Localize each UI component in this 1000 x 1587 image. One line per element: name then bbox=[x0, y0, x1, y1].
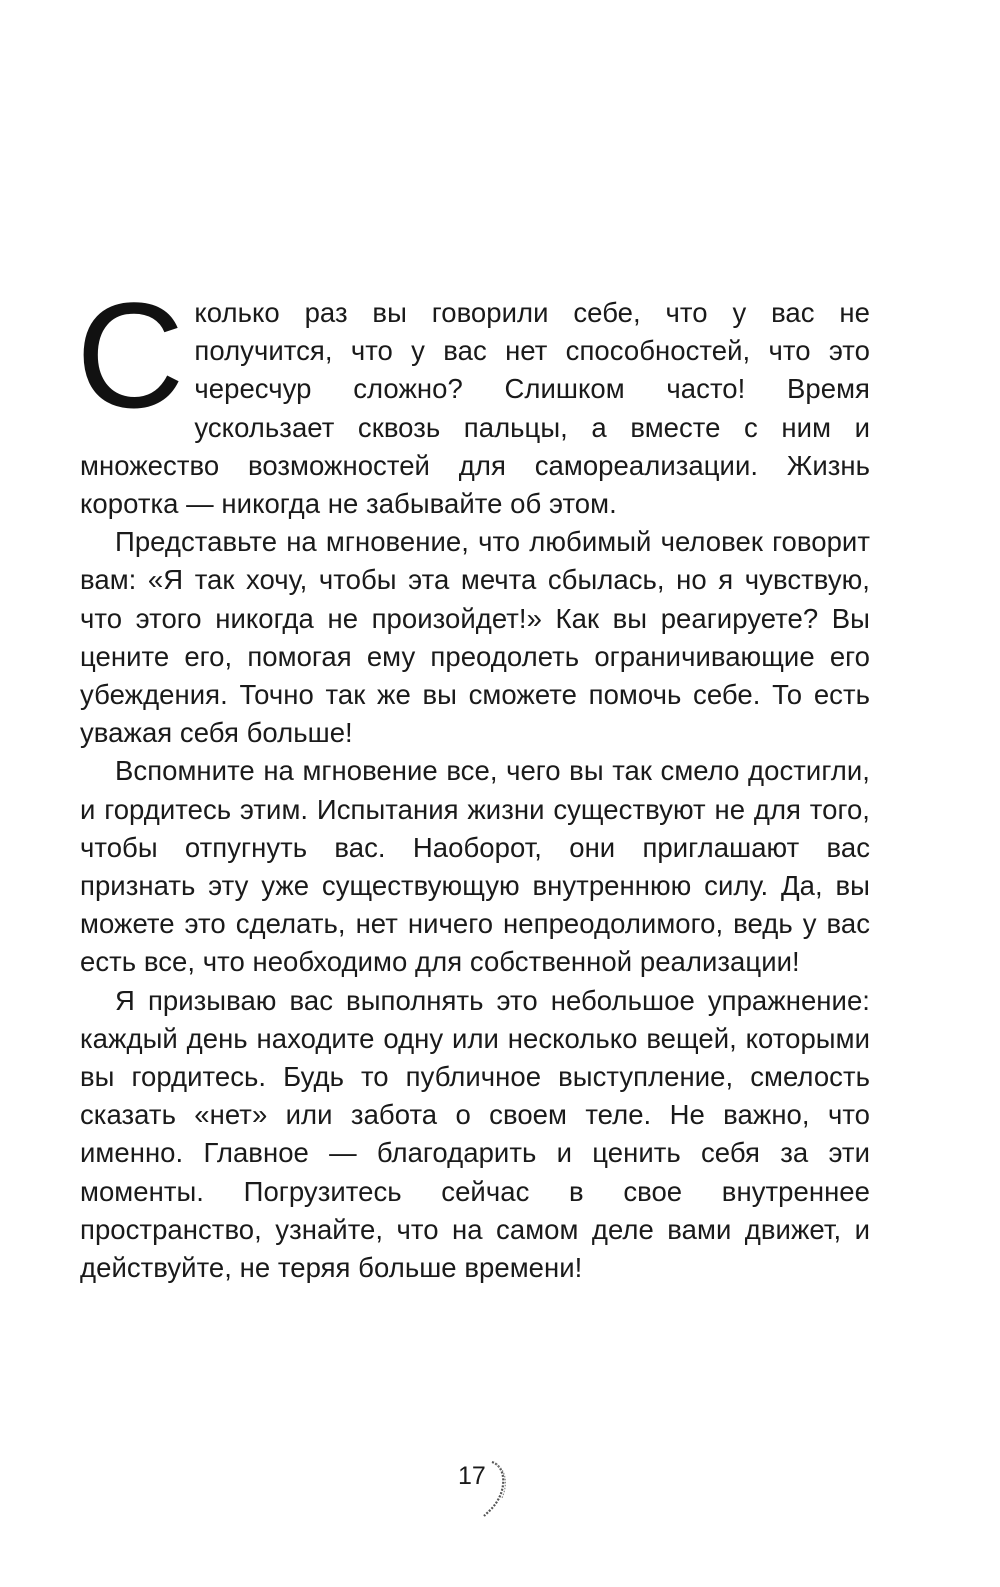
paragraph-2: Представьте на мгновение, что любимый человек говорит вам: «Я так хочу, чтобы эта мечта сбылась, но я чувствую, что этого никогда не произойдет!» Как вы реагируете? Вы цените его, помогая ему преодолеть ограничивающие его убеждения. Точно так же вы сможете помочь себе. То есть уважая себя больше! bbox=[80, 526, 870, 749]
paragraph-1-text: колько раз вы говорили себе, что у вас не получится, что у вас нет способностей, что это чересчур сложно? Слишком часто! Время ускользает сквозь пальцы, а вместе с ним и множество возможностей для самореализации. Жизнь коротка — никогда не забывайте об этом. bbox=[80, 297, 870, 520]
drop-cap: С bbox=[76, 271, 185, 439]
page-footer bbox=[452, 1452, 522, 1522]
swirl-ornament-icon bbox=[482, 1456, 512, 1520]
paragraph-4: Я призываю вас выполнять это небольшое упражнение: каждый день находите одну или несколько вещей, которыми вы гордитесь. Будь то публичное выступление, смелость сказать «нет» или забота о своем теле. Не важно, что именно. Главное — благодарить и ценить себя за эти моменты. Погрузитесь сейчас в свое внутреннее пространство, узнайте, что на самом деле вами движет, и действуйте, не теряя больше времени! bbox=[80, 984, 870, 1284]
page-body bbox=[76, 258, 870, 1287]
page-number: 17 bbox=[458, 1462, 486, 1490]
paragraph-3: Вспомните на мгновение все, чего вы так смело достигли, и гордитесь этим. Испытания жизни существуют не для того, чтобы отпугнуть вас. Наоборот, они приглашают вас признать эту уже существующую внутреннюю силу. Да, вы можете это сделать, нет ничего непреодолимого, ведь у вас есть все, что необходимо для собственной реализации! bbox=[80, 755, 870, 978]
paragraph-1 bbox=[76, 258, 870, 523]
